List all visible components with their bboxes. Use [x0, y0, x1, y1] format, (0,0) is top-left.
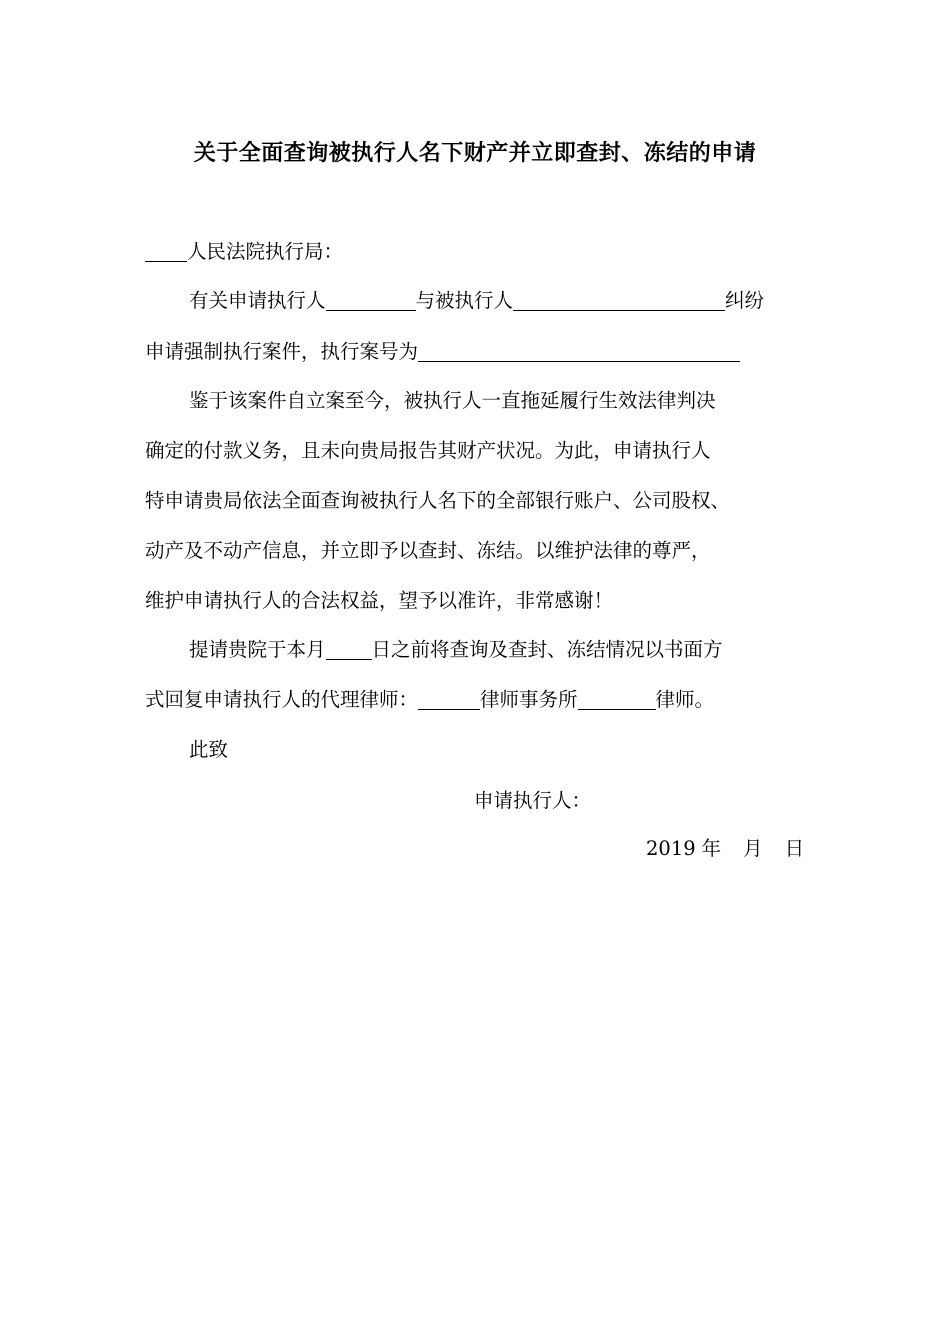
paragraph-2-line-1: 鉴于该案件自立案至今，被执行人一直拖延履行生效法律判决 — [189, 389, 716, 412]
date-day-unit: 日 — [784, 837, 805, 860]
paragraph-1-line-2 — [145, 338, 740, 366]
applicant-blank — [326, 288, 416, 311]
date-line — [646, 835, 804, 863]
document-title: 关于全面查询被执行人名下财产并立即查封、冻结的申请 — [193, 140, 757, 166]
p3-text-a: 提请贵院于本月 — [189, 638, 326, 661]
date-year: 2019 — [646, 837, 696, 860]
p3-text-b: 日之前将查询及查封、冻结情况以书面方 — [371, 638, 723, 661]
p1-text-c: 纠纷 — [725, 289, 765, 312]
p3-text-e: 律师。 — [655, 688, 715, 711]
p1-text-d: 申请强制执行案件，执行案号为 — [145, 340, 419, 363]
salutation-line — [145, 238, 343, 266]
case-number-blank — [418, 339, 740, 362]
paragraph-3-line-1 — [189, 636, 723, 664]
respondent-blank — [513, 288, 725, 311]
date-month-unit: 月 — [743, 837, 763, 860]
court-name-blank — [145, 239, 187, 262]
paragraph-3-line-2 — [145, 686, 714, 714]
p3-text-d: 律师事务所 — [480, 688, 578, 711]
paragraph-2-line-2: 确定的付款义务，且未向贵局报告其财产状况。为此，申请执行人 — [145, 439, 711, 462]
p1-text-a: 有关申请执行人 — [189, 289, 326, 312]
paragraph-2-line-5: 维护申请执行人的合法权益，望予以准许，非常感谢！ — [145, 589, 614, 612]
salutation-text: 人民法院执行局： — [187, 240, 344, 263]
paragraph-2-line-4: 动产及不动产信息，并立即予以查封、冻结。以维护法律的尊严， — [145, 539, 711, 562]
closing-text: 此致 — [189, 738, 229, 761]
lawyer-blank — [578, 687, 656, 710]
signature-label: 申请执行人： — [474, 789, 592, 812]
law-firm-blank — [418, 687, 480, 710]
p1-text-b: 与被执行人 — [415, 289, 514, 312]
day-blank — [326, 637, 372, 660]
paragraph-1-line-1 — [189, 287, 764, 315]
paragraph-2-line-3: 特申请贵局依法全面查询被执行人名下的全部银行账户、公司股权、 — [145, 489, 731, 512]
p3-text-c: 式回复申请执行人的代理律师： — [145, 688, 419, 711]
date-year-unit: 年 — [701, 837, 722, 860]
